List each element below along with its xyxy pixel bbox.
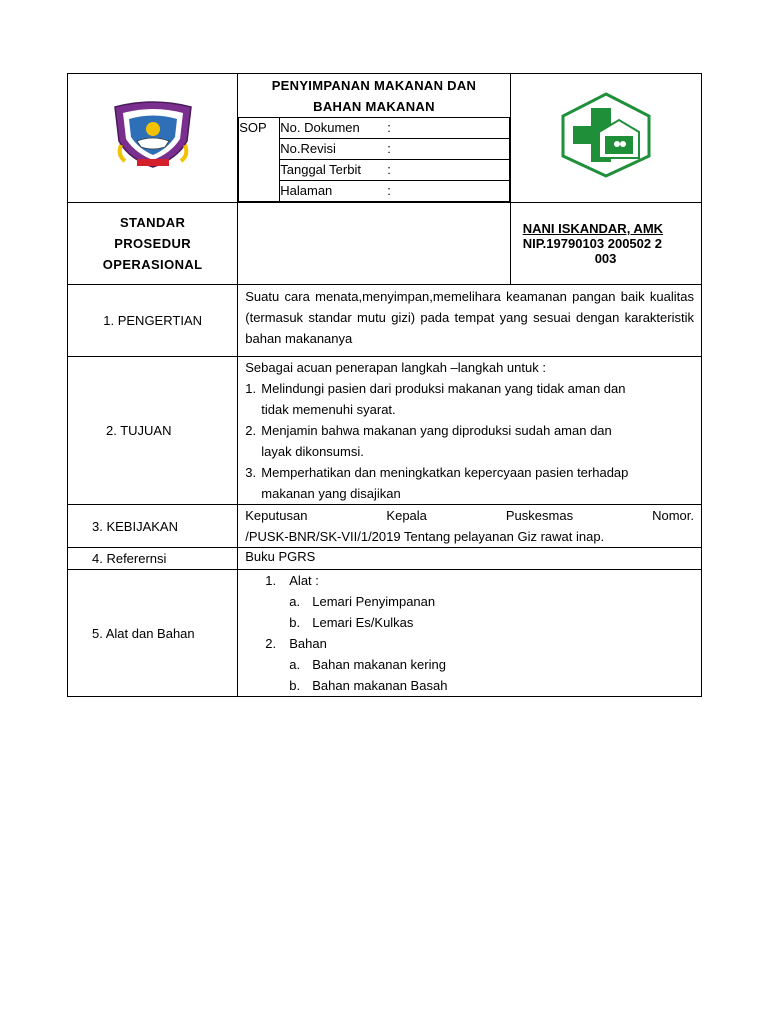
section-tujuan [68,357,702,505]
sop-label: SOP [239,118,280,202]
label-kebijakan: 3. KEBIJAKAN [68,505,238,548]
label-alat-bahan: 5. Alat dan Bahan [68,570,238,697]
meta-halaman: Halaman : [280,181,509,202]
list-item: 1. Alat : [265,573,319,588]
list-item: 2. Menjamin bahwa makanan yang diproduksi sudah aman dan layak dikonsumsi. [245,423,612,459]
left-logo-cell [68,74,238,203]
standard-empty-cell [238,203,510,285]
meta-no-revisi: No.Revisi : [280,139,509,160]
meta-tanggal-terbit: Tanggal Terbit : [280,160,509,181]
list-item: b. Lemari Es/Kulkas [289,615,414,630]
kebijakan-line-2: /PUSK-BNR/SK-VII/1/2019 Tentang pelayanan Giz rawat inap. [245,529,605,544]
signer-block [510,203,701,285]
signer-name: NANI ISKANDAR, AMK [522,221,664,236]
list-item: a. Bahan makanan kering [289,657,446,672]
kebijakan-content [238,505,702,548]
sop-table [67,73,702,697]
label-tujuan: 2. TUJUAN [68,357,238,505]
title-line-2: BAHAN MAKANAN [313,99,435,114]
list-item: a. Lemari Penyimpanan [289,594,436,609]
label-pengertian: 1. PENGERTIAN [68,285,238,357]
right-logo-cell [510,74,701,203]
meta-no-dokumen: No. Dokumen : [280,118,509,139]
list-item: b. Bahan makanan Basah [289,678,448,693]
tujuan-content [238,357,702,505]
title-block [238,74,510,203]
puskesmas-cross-house-icon [559,92,653,178]
kebijakan-line-1: Keputusan Kepala Puskesmas Nomor. [245,508,694,523]
standard-row [68,203,702,285]
document-meta [238,117,509,202]
title-line-1: PENYIMPANAN MAKANAN DAN [271,78,477,93]
list-item: 2. Bahan [265,636,327,651]
alat-bahan-content [238,570,702,697]
signer-nip: NIP.19790103 200502 2 003 [522,236,662,266]
text-referensi: Buku PGRS [238,548,702,570]
header-row [68,74,702,203]
list-item: 1. Melindungi pasien dari produksi makanan yang tidak aman dan tidak memenuhi syarat. [245,381,626,417]
document-title [238,74,509,117]
section-pengertian [68,285,702,357]
label-referensi: 4. Referernsi [68,548,238,570]
tujuan-intro: Sebagai acuan penerapan langkah –langkah untuk : [245,360,546,375]
section-alat-bahan [68,570,702,697]
section-kebijakan [68,505,702,548]
list-item: 3. Memperhatikan dan meningkatkan kepercyaan pasien terhadap makanan yang disajikan [245,465,629,501]
section-referensi [68,548,702,570]
standard-label: STANDAR PROSEDUR OPERASIONAL [68,203,238,285]
text-pengertian: Suatu cara menata,menyimpan,memelihara keamanan pangan baik kualitas (termasuk standar mutu gizi) pada tempat yang sesuai dengan karakteristik bahan makananya [238,285,702,357]
tujuan-list [245,378,694,504]
regional-crest-icon [107,101,199,169]
